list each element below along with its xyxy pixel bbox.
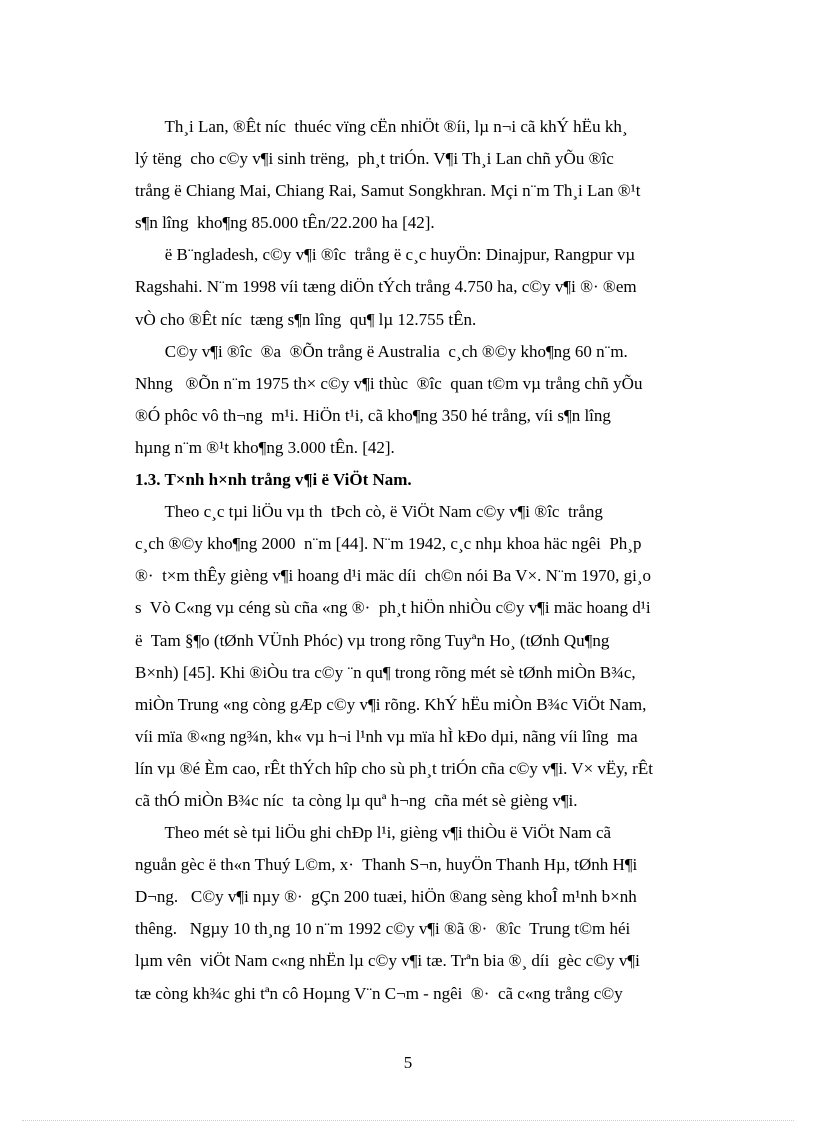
text-line: Theo c¸c tµi liÖu vµ th tÞch cò, ë ViÖt Nam c©y v¶i ®îc trång [135,502,603,522]
text-line: ®· t×m thÊy gièng v¶i hoang d¹i mäc díi ch©n nói Ba V×. N¨m 1970, gi¸o [135,566,651,586]
text-line: Nhng ®Õn n¨m 1975 th× c©y v¶i thùc ®îc quan t©m vµ trång chñ yÕu [135,373,643,393]
text-line: D¬ng. C©y v¶i nµy ®· gÇn 200 tuæi, hiÖn ®ang sèng khoÎ m¹nh b×nh [135,887,637,907]
text-line: miÒn Trung «ng còng gÆp c©y v¶i rõng. KhÝ hËu miÒn B¾c ViÖt Nam, [135,694,647,714]
text-line: Ragshahi. N¨m 1998 víi tæng diÖn tÝch trång 4.750 ha, c©y v¶i ®· ®em [135,277,637,297]
page-bottom-rule [22,1120,794,1121]
text-line: ë Tam §¶o (tØnh VÜnh Phóc) vµ trong rõng Tuyªn Ho¸ (tØnh Qu¶ng [135,630,610,650]
text-line: B×nh) [45]. Khi ®iÒu tra c©y ¨n qu¶ trong rõng mét sè tØnh miÒn B¾c, [135,662,636,682]
text-line: víi mïa ®«ng ng¾n, kh« vµ h¬i l¹nh vµ mïa hÌ kÐo dµi, nãng víi lîng ma [135,726,638,746]
text-line: s¶n lîng kho¶ng 85.000 tÊn/22.200 ha [42]. [135,213,435,233]
text-line: lín vµ ®é Èm cao, rÊt thÝch hîp cho sù ph¸t triÓn cña c©y v¶i. V× vËy, rÊt [135,758,653,778]
text-line: lµm vên viÖt Nam c«ng nhËn lµ c©y v¶i tæ. Trªn bia ®¸ díi gèc c©y v¶i [135,951,640,971]
document-body [135,111,723,1010]
text-line: ®Ó phôc vô th¬ng m¹i. HiÖn t¹i, cã kho¶ng 350 hé trång, víi s¶n lîng [135,405,611,425]
text-line: C©y v¶i ®îc ®a ®Õn trång ë Australia c¸ch ®©y kho¶ng 60 n¨m. [135,341,628,361]
text-line: thêng. Ngµy 10 th¸ng 10 n¨m 1992 c©y v¶i ®ã ®· ®îc Trung t©m héi [135,919,631,939]
text-line: cã thÓ miÒn B¾c níc ta còng lµ quª h¬ng cña mét sè gièng v¶i. [135,790,578,810]
text-line: Theo mét sè tµi liÖu ghi chÐp l¹i, gièng v¶i thiÒu ë ViÖt Nam cã [135,823,612,843]
text-line: lý tëng cho c©y v¶i sinh trëng, ph¸t triÓn. V¶i Th¸i Lan chñ yÕu ®îc [135,149,614,169]
page-number: 5 [403,1053,413,1072]
section-heading: 1.3. T×nh h×nh trång v¶i ë ViÖt Nam. [135,470,412,490]
text-line: hµng n¨m ®¹t kho¶ng 3.000 tÊn. [42]. [135,437,395,457]
text-line: tæ còng kh¾c ghi tªn cô Hoµng V¨n C¬m - ngêi ®· cã c«ng trång c©y [135,983,623,1003]
text-line: c¸ch ®©y kho¶ng 2000 n¨m [44]. N¨m 1942, c¸c nhµ khoa häc ngêi Ph¸p [135,534,642,554]
text-line: nguån gèc ë th«n Thuý L©m, x· Thanh S¬n, huyÖn Thanh Hµ, tØnh H¶i [135,855,638,875]
text-line: vÒ cho ®Êt níc tæng s¶n lîng qu¶ lµ 12.755 tÊn. [135,309,477,329]
text-line: trång ë Chiang Mai, Chiang Rai, Samut Songkhran. Mçi n¨m Th¸i Lan ®¹t [135,181,641,201]
text-line: s Vò C«ng vµ céng sù cña «ng ®· ph¸t hiÖn nhiÒu c©y v¶i mäc hoang d¹i [135,598,651,618]
text-line: Th¸i Lan, ®Êt níc thuéc vïng cËn nhiÖt ®íi, lµ n¬i cã khÝ hËu kh¸ [135,117,628,136]
text-line: ë B¨ngladesh, c©y v¶i ®îc trång ë c¸c huyÖn: Dinajpur, Rangpur vµ [135,245,636,265]
